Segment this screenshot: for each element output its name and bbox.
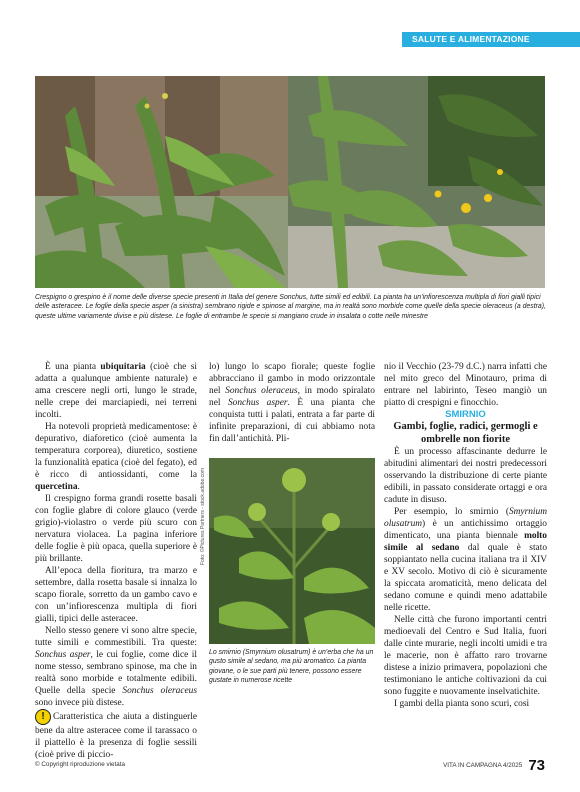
photo-caption-smyrnium: Lo smirnio (Smyrnium olusatrum) è un’erba che ha un gusto simile al sedano, ma più aromatico. La pianta giovane, o le sue parti più tenere, possono essere gustate in numerose ricette [209, 649, 374, 685]
paragraph: nio il Vecchio (23-79 d.C.) narra infatti che nel mito greco del Minotauro, prima di entrare nel labirinto, Teseo mangiò un piatto di crespigni e finocchio. [384, 362, 547, 408]
paragraph: Ha notevoli proprietà medicamentose: è depurativo, diaforetico (cioè aumenta la temperatura corporea), diuretico, sostiene la funzionalità epatica (cioè del fegato), ed è ricco di antiossidanti, come la quercetina. [35, 422, 197, 492]
section-label: SALUTE E ALIMENTAZIONE [412, 34, 530, 44]
paragraph: Per esempio, lo smirnio (Smyrnium olusatrum) è un antichissimo ortaggio dimenticato, una pianta biennale molto simile al sedano dal quale è stato soppiantato nella cucina italiana tra il XIV e XV secolo. Motivo di ciò è sicuramente la spiccata aromaticità, meno delicata del sedano comune e quindi meno adattabile nelle ricette. [384, 507, 548, 613]
text-column-1 [35, 361, 197, 761]
paragraph: ! Caratteristica che aiuta a distinguerle bene da altre asteracee come il tarassaco o il piattello è la presenza di foglie sessili (cioè prive di piccio- [35, 711, 197, 760]
magazine-issue: VITA IN CAMPAGNA 4/2025 [443, 762, 523, 769]
paragraph: I gambi della pianta sono scuri, così [394, 699, 530, 709]
section-subtitle: Gambi, foglie, radici, germogli e ombrelle non fiorite [393, 421, 538, 445]
page-number: 73 [528, 757, 545, 774]
photo-sonchus-oleraceus-image [288, 76, 545, 288]
footer-copyright: © Copyright riproduzione vietata [35, 761, 126, 768]
alert-icon: ! [35, 709, 51, 725]
photo-sonchus-asper [35, 76, 288, 288]
photo-sonchus-oleraceus [288, 76, 545, 288]
paragraph: Nelle città che furono importanti centri medioevali del Centro e Sud Italia, fuori dalle cinte murarie, negli incolti umidi e tra le macerie, non è affatto raro trovarne distese a inizio primavera, popolazioni che testimoniano le antiche coltivazioni da cui sono fuggite e nuovamente inselvatichite. [384, 615, 547, 697]
photo-smyrnium-image [209, 458, 375, 644]
section-title: SMIRNIO [445, 409, 486, 420]
section-header-band [402, 32, 580, 47]
text-column-3 [384, 361, 547, 710]
photo-smyrnium [209, 458, 375, 644]
paragraph: Nello stesso genere vi sono altre specie, tutte simili e commestibili. Tra queste: Sonchus asper, le cui foglie, come dice il nome stesso, sembrano spinose, ma che in realtà sono morbide e totalmente edibili. Quelle della specie Sonchus oleraceus sono invece più distese. [35, 626, 197, 708]
paragraph: È una pianta ubiquitaria (cioè che si adatta a qualunque ambiente naturale) e ama crescere negli orti, lungo le strade, nelle crepe dei marciapiedi, nei terreni incolti. [35, 362, 197, 420]
paragraph: lo) lungo lo scapo fiorale; queste foglie abbracciano il gambo in modo orizzontale nel Sonchus oleraceus, in modo spiralato nel Sonchus asper. È una pianta che conquista tutti i palati, entrata a far parte di infinite preparazioni, di cui abbiamo nota fin dall’antichità. Pli- [209, 362, 375, 444]
photo-sonchus-asper-image [35, 76, 288, 288]
text-column-2 [209, 361, 375, 445]
paragraph: Il crespigno forma grandi rosette basali con foglie glabre di colore glauco (verde grigio)-violastro o verde più scuro con nervatura violacea. La pagina inferiore delle foglie è più opaca, quella superiore è più brillante. [35, 494, 197, 564]
footer-magazine [443, 757, 545, 774]
paragraph: È un processo affascinante dedurre le abitudini alimentari dei nostri predecessori osservando la distribuzione di certe piante edibili, in passato considerate ortaggi e ora cadute in disuso. [384, 447, 547, 505]
photo-credit: Foto: ©Pictures Partners - stock.adobe.com [200, 467, 206, 565]
paragraph: All’epoca della fioritura, tra marzo e settembre, dalla rosetta basale si innalza lo scapo fiorale, sorretto da un gambo cavo e con un’infiorescenza multipla di fiori gialli, tipici delle asteracee. [35, 566, 197, 624]
photo-caption-top: Crespigno o grespino è il nome delle diverse specie presenti in Italia del genere Sonchus, tutte simili ed edibili. La pianta ha un’infiorescenza multipla di fiori gialli tipici delle asteracee. Le foglie della specie asper (a sinistra) sembrano rigide e spinose al margine, ma in realtà sono morbide come quelle della specie oleraceus (a destra), queste ultime variamente divise e più distese. Le foglie di entrambe le specie si mangiano crude in insalata o cotte nelle minestre [35, 294, 546, 320]
